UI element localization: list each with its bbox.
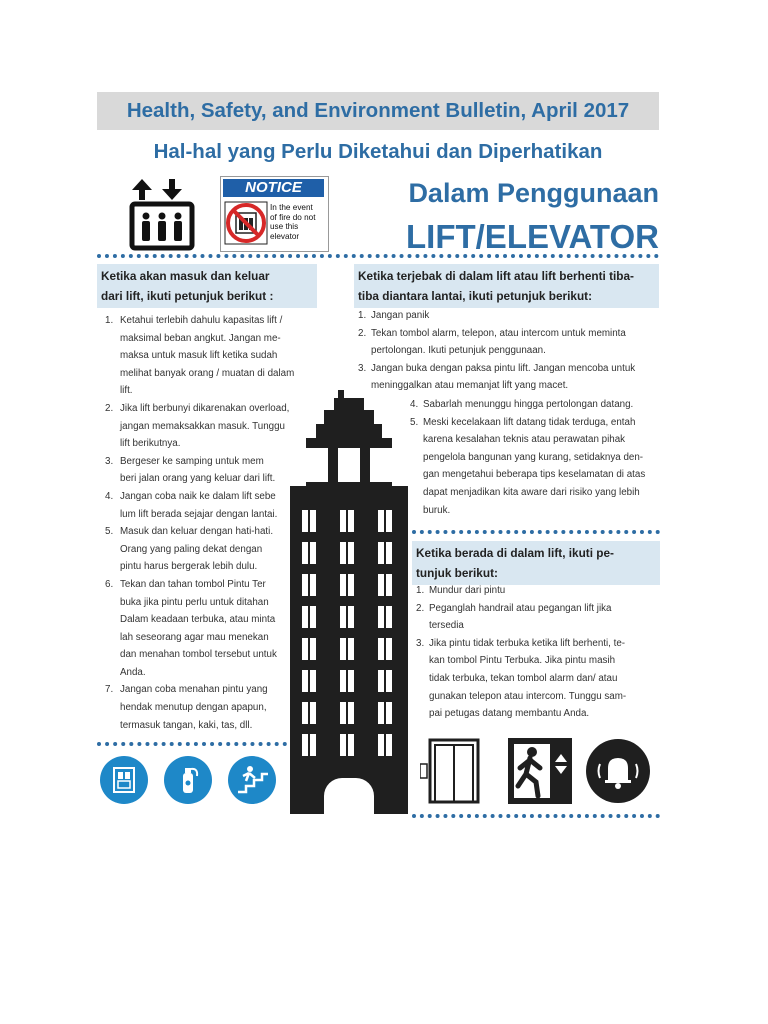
section-inside-list (416, 582, 662, 723)
list-item (410, 414, 660, 520)
list-item (105, 453, 317, 488)
item-line: Sabarlah menunggu hingga pertolongan datang. (423, 399, 634, 410)
building-window (378, 510, 384, 532)
building-window (302, 574, 308, 596)
building-window (302, 670, 308, 692)
heading-line: Ketika berada di dalam lift, ikuti pe- (416, 546, 614, 560)
item-line: pai petugas datang membantu Anda. (429, 708, 590, 720)
building-window (378, 702, 384, 724)
building-window (340, 702, 346, 724)
building-window (348, 574, 354, 596)
item-number: 3. (105, 455, 114, 467)
building-windows (306, 448, 392, 482)
bulletin-title: Health, Safety, and Environment Bulletin, April 2017 (126, 99, 630, 122)
heading-line: Ketika akan masuk dan keluar (101, 269, 270, 283)
building-window (310, 606, 316, 628)
list-item (416, 635, 662, 723)
item-line: Jangan panik (371, 310, 430, 321)
building-window (386, 638, 392, 660)
item-number: 2. (105, 402, 114, 414)
building-window (348, 734, 354, 756)
item-line: Jika pintu tidak terbuka ketika lift berhenti, te- (429, 637, 626, 649)
building-window (310, 670, 316, 692)
building-window (310, 734, 316, 756)
item-line: Peganglah handrail atau pegangan lift jika (429, 602, 612, 614)
elevator-doors-icon (420, 738, 480, 804)
section-enter-heading (97, 264, 317, 308)
item-line: kan tombol Pintu Terbuka. Jika pintu masih (429, 655, 616, 667)
item-line: pintu harus bergerak lebih dulu. (120, 561, 258, 573)
item-number: 4. (410, 399, 419, 410)
section-trapped-heading (354, 264, 659, 308)
item-line: tersedia (429, 620, 464, 632)
item-line: dapat menjadikan kita aware dari risiko yang lebih (423, 486, 640, 498)
building-window (340, 638, 346, 660)
item-line: maksimal beban angkut. Jangan me- (120, 332, 281, 344)
notice-text-line: of fire do not (270, 212, 316, 222)
item-line: Jangan coba menahan pintu yang (120, 684, 268, 696)
item-line: hendak menutup dengan apapun, (120, 702, 267, 714)
building-window (386, 670, 392, 692)
item-number: 5. (105, 526, 114, 538)
item-line: Bergeser ke samping untuk mem (120, 455, 264, 467)
building-window (302, 638, 308, 660)
dotted-divider (97, 742, 287, 746)
item-number: 2. (416, 602, 425, 614)
list-item (105, 488, 317, 523)
list-item (410, 396, 660, 414)
item-line: tidak terbuka, tekan tombol alarm dan/ atau (429, 672, 618, 684)
building-window (302, 734, 308, 756)
building-window (310, 510, 316, 532)
item-line: buka jika pintu perlu untuk ditahan (120, 596, 269, 608)
dotted-divider (97, 254, 659, 258)
item-number: 7. (105, 684, 114, 696)
fire-extinguisher-icon (164, 756, 212, 804)
building-window (348, 606, 354, 628)
item-number: 6. (105, 578, 114, 590)
building-window (348, 702, 354, 724)
building-window (378, 670, 384, 692)
list-item (105, 400, 317, 453)
item-number: 2. (358, 327, 367, 339)
building-window (302, 702, 308, 724)
item-line: dan menahan tombol tersebut untuk (120, 649, 277, 661)
stairs-exit-icon (228, 756, 276, 804)
item-line: jangan memaksakkan masuk. Tunggu (120, 420, 286, 432)
item-line: Anda. (120, 666, 146, 678)
no-elevator-fire-icon (224, 201, 268, 245)
item-number: 1. (105, 315, 114, 326)
item-line: lift. (120, 385, 133, 397)
item-line: maksa untuk masuk lift ketika sudah (120, 350, 278, 362)
building-window (386, 734, 392, 756)
list-item (105, 312, 317, 400)
building-window (340, 542, 346, 564)
item-number: 1. (358, 310, 367, 321)
building-window (386, 606, 392, 628)
building-window (340, 670, 346, 692)
item-line: Mundur dari pintu (429, 585, 506, 596)
list-item (105, 523, 317, 576)
item-number: 3. (358, 362, 367, 374)
heading-line-1: Dalam Penggunaan (408, 178, 659, 208)
building-window (340, 734, 346, 756)
building-window (302, 542, 308, 564)
heading-line: dari lift, ikuti petunjuk berikut : (101, 289, 274, 303)
item-line: Tekan tombol alarm, telepon, atau intercom untuk meminta (371, 327, 626, 339)
item-line: Jika lift berbunyi dikarenakan overload, (120, 402, 290, 414)
item-number: 1. (416, 585, 425, 596)
building-window (310, 702, 316, 724)
item-line: Ketahui terlebih dahulu kapasitas lift / (120, 315, 283, 326)
item-line: lah seseorang agar mau menekan (120, 631, 269, 643)
item-line: Tekan dan tahan tombol Pintu Ter (120, 578, 266, 590)
building-window (386, 574, 392, 596)
heading-line: tiba diantara lantai, ikuti petunjuk berikut: (358, 289, 593, 303)
item-line: gunakan telepon atau intercom. Tunggu sam- (429, 690, 627, 702)
building-window (340, 510, 346, 532)
bulletin-subtitle: Hal-hal yang Perlu Diketahui dan Diperhatikan (153, 140, 603, 163)
item-line: termasuk tangan, kaki, tas, dll. (120, 719, 253, 731)
item-line: Orang yang paling dekat dengan (120, 543, 263, 555)
building-window (348, 542, 354, 564)
item-line: beri jalan orang yang keluar dari lift. (120, 473, 276, 485)
list-item (416, 582, 662, 600)
exit-elevator-icon (508, 738, 572, 804)
item-line: gan mengetahui beberapa tips keselamatan di atas (423, 469, 646, 481)
item-line: lift berikutnya. (120, 438, 181, 450)
building-window (310, 638, 316, 660)
item-line: Meski kecelakaan lift datang tidak terduga, entah (423, 416, 636, 428)
dotted-divider (412, 530, 660, 534)
list-item (105, 576, 317, 682)
item-line: pengelola bangunan yang kurang, setidaknya den- (423, 451, 644, 463)
notice-text-line: use this (270, 222, 299, 231)
item-line: meninggalkan atau memanjat lift yang macet. (371, 380, 569, 392)
notice-text-line: In the event (270, 203, 313, 212)
heading-line: tunjuk berikut: (416, 566, 498, 580)
list-item (358, 307, 661, 325)
item-line: Jangan coba naik ke dalam lift sebe (120, 490, 276, 502)
item-line: melihat banyak orang / muatan di dalam (120, 367, 295, 379)
item-line: pertolongan. Ikuti petunjuk penggunaan. (371, 345, 546, 357)
building-window (310, 574, 316, 596)
building-window (348, 638, 354, 660)
list-item (105, 681, 317, 734)
building-window (348, 510, 354, 532)
building-illustration (290, 390, 408, 814)
title-banner (97, 92, 659, 130)
dotted-divider (412, 814, 660, 818)
building-window (378, 638, 384, 660)
item-number: 4. (105, 490, 114, 502)
heading-line: Ketika terjebak di dalam lift atau lift berhenti tiba- (358, 269, 634, 283)
item-number: 5. (410, 416, 419, 428)
building-window (378, 734, 384, 756)
item-line: lum lift berada sejajar dengan lantai. (120, 508, 278, 520)
section-inside-heading (412, 541, 660, 585)
building-window (386, 510, 392, 532)
list-item (358, 325, 661, 360)
item-line: Jangan buka dengan paksa pintu lift. Jangan mencoba untuk (371, 362, 636, 374)
building-window (378, 542, 384, 564)
building-window (310, 542, 316, 564)
building-window (302, 606, 308, 628)
building-window (340, 574, 346, 596)
notice-sign (220, 176, 329, 252)
building-window (378, 574, 384, 596)
section-trapped-list-continued (410, 396, 660, 519)
notice-text-line: elevator (270, 231, 300, 241)
item-line: karena kesalahan teknis atau perawatan pihak (423, 434, 626, 446)
list-item (416, 600, 662, 635)
item-line: Dalam keadaan terbuka, atau minta (120, 614, 276, 626)
notice-label: NOTICE (223, 179, 324, 197)
elevator-arrows-icon (128, 176, 196, 252)
item-number: 3. (416, 637, 425, 649)
item-line: buruk. (423, 504, 451, 516)
alarm-bell-icon (584, 738, 652, 804)
building-window (386, 542, 392, 564)
item-line: Masuk dan keluar dengan hati-hati. (120, 526, 274, 538)
heading-line-2: LIFT/ELEVATOR (406, 218, 659, 255)
building-window (378, 606, 384, 628)
building-window (340, 606, 346, 628)
section-enter-list (105, 312, 317, 734)
building-window (348, 670, 354, 692)
section-trapped-list (358, 307, 661, 395)
elevator-button-icon (100, 756, 148, 804)
building-window (302, 510, 308, 532)
building-window (386, 702, 392, 724)
